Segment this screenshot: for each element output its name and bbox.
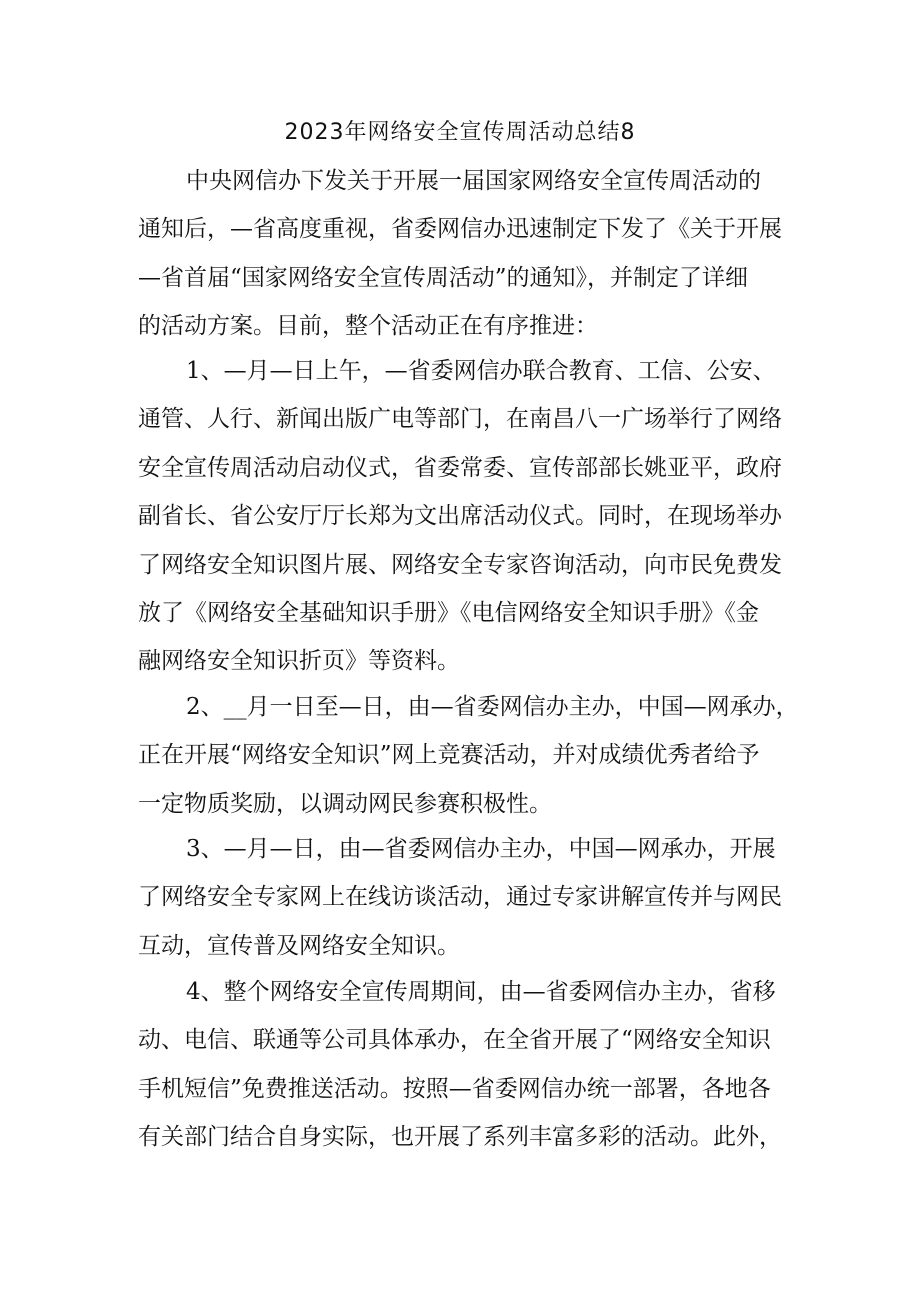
paragraph-item-4 [138,976,798,1170]
paragraph-line: —省首届“国家网络安全宣传周活动”的通知》，并制定了详细 [138,264,749,291]
paragraph-line: 副省长、省公安厅厅长郑为文出席活动仪式。同时，在现场举办 [138,503,782,530]
paragraph-line: 动、电信、联通等公司具体承办，在全省开展了“网络安全知识 [138,1027,771,1054]
paragraph-line: 了网络安全专家网上在线访谈活动，通过专家讲解宣传并与网民 [138,884,782,911]
paragraph-line: 1、—月—日上午，—省委网信办联合教育、工信、公安、 [186,358,776,384]
paragraph-line: 通知后，—省高度重视，省委网信办迅速制定下发了《关于开展 [138,216,782,243]
paragraph-line: 融网络安全知识折页》等资料。 [138,648,460,675]
paragraph-line: 2、__月一日至—日，由—省委网信办主办，中国—网承办， [186,694,799,720]
paragraph-line: 安全宣传周活动启动仪式，省委常委、宣传部部长姚亚平，政府 [138,454,782,481]
paragraph-line: 互动，宣传普及网络安全知识。 [138,932,460,959]
paragraph-item-1 [138,355,798,694]
paragraph-line: 正在开展“网络安全知识”网上竞赛活动，并对成绩优秀者给予 [138,742,760,769]
paragraph-line: 4、整个网络安全宣传周期间，由—省委网信办主办，省移 [186,979,776,1005]
paragraph-line: 中央网信办下发关于开展一届国家网络安全宣传周活动的 [186,168,761,194]
paragraph-line: 放了《网络安全基础知识手册》《电信网络安全知识手册》《金 [138,599,759,626]
paragraph-intro [138,165,798,359]
paragraph-line: 的活动方案。目前，整个活动正在有序推进： [138,313,598,340]
paragraph-line: 一定物质奖励，以调动网民参赛积极性。 [138,790,552,817]
paragraph-line: 有关部门结合自身实际，也开展了系列丰富多彩的活动。此外， [138,1124,782,1151]
paragraph-line: 手机短信”免费推送活动。按照—省委网信办统一部署，各地各 [138,1075,771,1102]
paragraph-line: 通管、人行、新闻出版广电等部门，在南昌八一广场举行了网络 [138,406,782,433]
document-title: 2023年网络安全宣传周活动总结8 [284,120,636,145]
paragraph-item-3 [138,833,798,978]
paragraph-line: 了网络安全知识图片展、网络安全专家咨询活动，向市民免费发 [138,551,782,578]
paragraph-item-2 [138,691,798,836]
paragraph-line: 3、—月—日，由—省委网信办主办，中国—网承办，开展 [186,836,776,862]
